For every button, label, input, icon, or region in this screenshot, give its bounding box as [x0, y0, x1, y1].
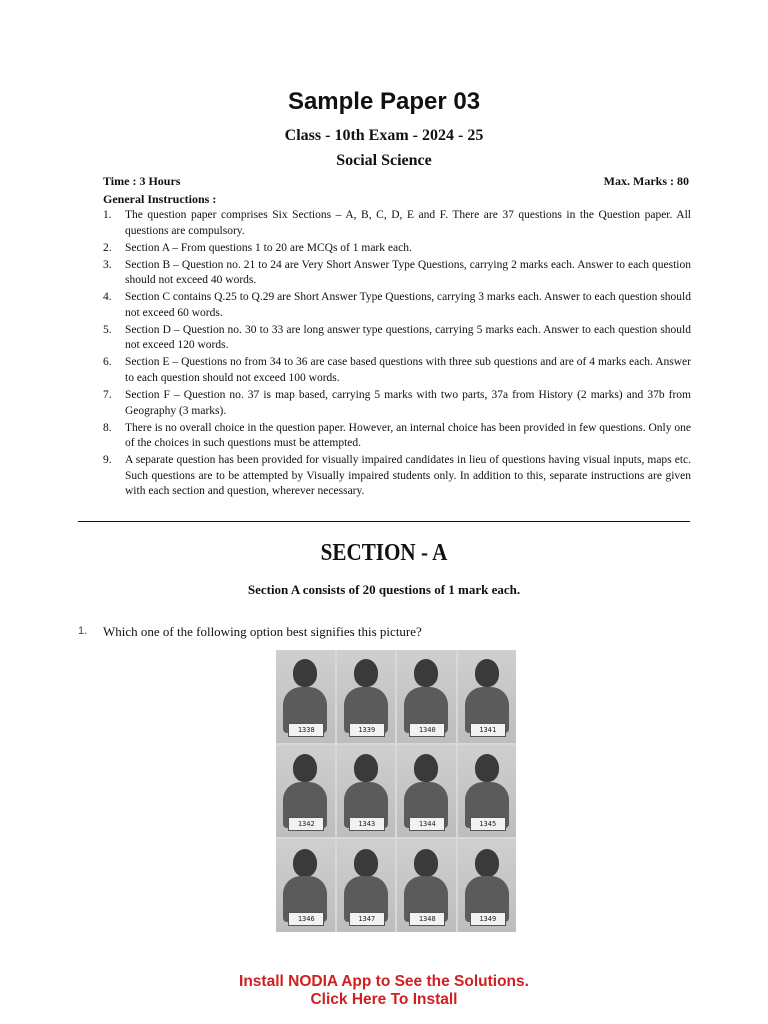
install-app-link[interactable]: Install NODIA App to See the Solutions. — [239, 973, 529, 990]
instruction-text: There is no overall choice in the question paper. However, an internal choice has been provided in few questions. Only one of the choices in such questions must be attempted. — [125, 421, 691, 450]
mugshot-photo — [337, 650, 396, 743]
instruction-number: 6. — [103, 356, 112, 369]
mugshot-photo — [397, 745, 456, 838]
page-title: Sample Paper 03 — [287, 88, 481, 115]
photo-number-tag: 1348 — [409, 912, 445, 926]
photo-number-tag: 1342 — [288, 817, 324, 831]
mugshot-photo — [397, 650, 456, 743]
question-number: 1. — [78, 625, 88, 637]
max-marks: Max. Marks : 80 — [603, 174, 689, 188]
photo-number-tag: 1344 — [409, 817, 445, 831]
mugshot-photo — [458, 650, 517, 743]
instruction-item — [103, 453, 691, 500]
subject-title: Social Science — [336, 152, 432, 169]
instruction-item — [103, 421, 691, 452]
photo-number-tag: 1345 — [470, 817, 506, 831]
instruction-text: Section A – From questions 1 to 20 are MCQs of 1 mark each. — [125, 241, 412, 254]
instruction-item — [103, 323, 691, 354]
mugshot-photo — [397, 839, 456, 932]
instruction-number: 4. — [103, 291, 112, 304]
photo-number-tag: 1341 — [470, 723, 506, 737]
section-heading: SECTION - A — [320, 540, 448, 566]
mugshot-photo — [276, 650, 335, 743]
instruction-number: 5. — [103, 323, 112, 336]
instruction-item — [103, 388, 691, 419]
instruction-item — [103, 290, 691, 321]
instruction-number: 3. — [103, 258, 112, 271]
section-divider — [78, 521, 690, 522]
mugshot-photo — [276, 839, 335, 932]
instruction-number: 7. — [103, 389, 112, 402]
instruction-text: A separate question has been provided for visually impaired candidates in lieu of questions having visual inputs, maps etc. Such questions are to be attempted by Visually impaired students only. In addition to this, separate instructions are given with each section and question, wherever necessary. — [125, 454, 691, 498]
instruction-number: 8. — [103, 421, 112, 434]
instruction-item — [103, 241, 691, 257]
instruction-item — [103, 355, 691, 386]
mugshot-photo-grid — [276, 650, 516, 932]
photo-number-tag: 1346 — [288, 912, 324, 926]
instruction-item — [103, 208, 691, 239]
photo-number-tag: 1339 — [349, 723, 385, 737]
photo-number-tag: 1347 — [349, 912, 385, 926]
instruction-text: The question paper comprises Six Sections – A, B, C, D, E and F. There are 37 questions in the Question paper. All questions are compulsory. — [125, 209, 691, 237]
general-instructions-heading: General Instructions : — [103, 192, 217, 206]
instruction-item — [103, 258, 691, 289]
photo-number-tag: 1343 — [349, 817, 385, 831]
instruction-text: Section C contains Q.25 to Q.29 are Short Answer Type Questions, carrying 3 marks each. Answer to each question should not exceed 60 words. — [125, 291, 691, 319]
mugshot-photo — [276, 745, 335, 838]
instruction-text: Section F – Question no. 37 is map based, carrying 5 marks with two parts, 37a from History (2 marks) and 37b from Geography (3 marks). — [125, 389, 691, 417]
promo-banner — [0, 973, 768, 1009]
time-duration: Time : 3 Hours — [103, 174, 181, 188]
mugshot-photo — [337, 745, 396, 838]
mugshot-photo — [337, 839, 396, 932]
click-to-install-link[interactable]: Click Here To Install — [310, 991, 458, 1008]
instruction-text: Section D – Question no. 30 to 33 are long answer type questions, carrying 5 marks each. Answer to each question should not exceed 120 words. — [125, 323, 691, 352]
photo-number-tag: 1349 — [470, 912, 506, 926]
photo-number-tag: 1340 — [409, 723, 445, 737]
mugshot-photo — [458, 839, 517, 932]
mugshot-photo — [458, 745, 517, 838]
instruction-number: 1. — [103, 209, 112, 221]
instruction-number: 9. — [103, 454, 112, 467]
instruction-text: Section B – Question no. 21 to 24 are Very Short Answer Type Questions, carrying 2 marks each. Answer to each question should not exceed 40 words. — [125, 258, 691, 287]
instruction-number: 2. — [103, 241, 112, 254]
section-subheading: Section A consists of 20 questions of 1 mark each. — [247, 582, 521, 597]
instructions-list — [103, 208, 691, 501]
question-text: Which one of the following option best signifies this picture? — [103, 624, 422, 639]
class-exam-line: Class - 10th Exam - 2024 - 25 — [284, 127, 484, 144]
instruction-text: Section E – Questions no from 34 to 36 are case based questions with three sub questions and are of 4 marks each. Answer to each question should not exceed 100 words. — [125, 356, 691, 384]
photo-number-tag: 1338 — [288, 723, 324, 737]
